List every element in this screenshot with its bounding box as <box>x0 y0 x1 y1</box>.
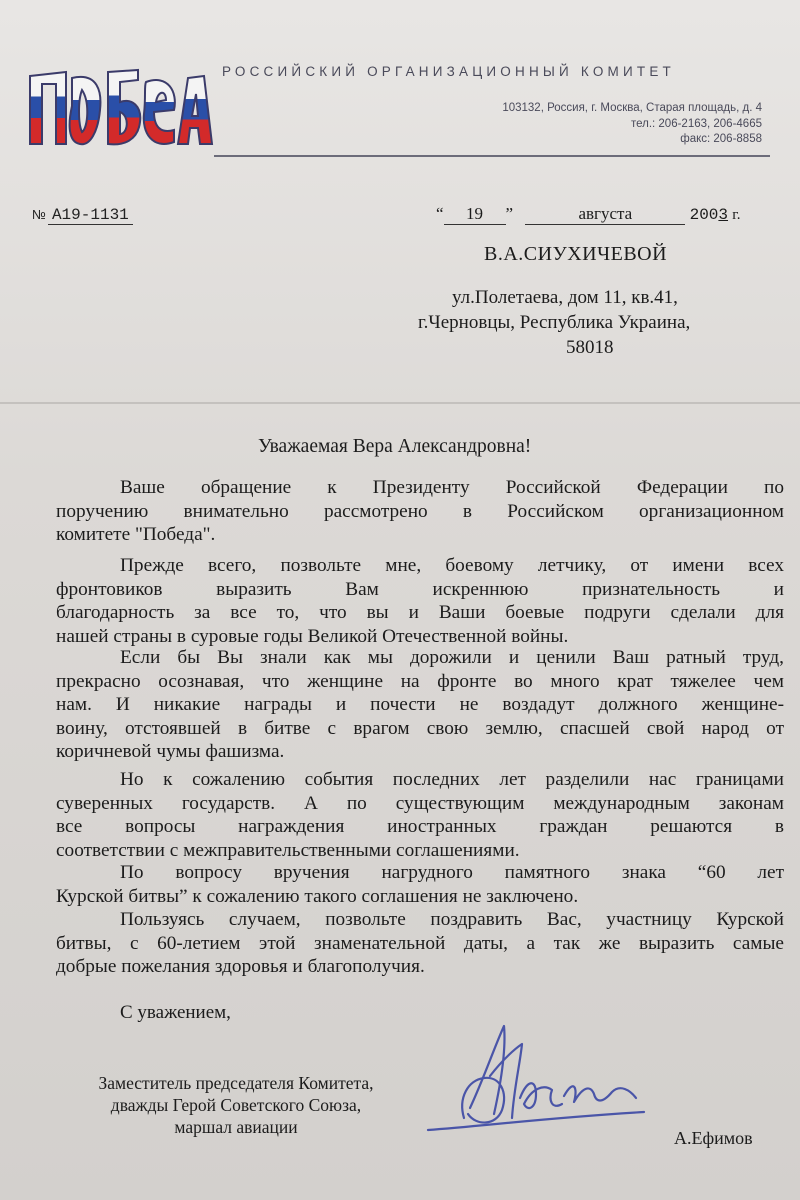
pobeda-logo <box>28 49 214 158</box>
date-year-suffix: 3 <box>718 206 729 224</box>
body-line: Пользуясь случаем, позвольте поздравить Вас, участницу Курской <box>120 909 784 930</box>
signatory-name: А.Ефимов <box>674 1128 753 1148</box>
body-line: Прежде всего, позвольте мне, боевому летчику, от имени всех <box>120 555 784 576</box>
date-month: августа <box>525 204 685 225</box>
body-line: По вопросу вручения нагрудного памятного знака “60 лет <box>120 862 784 883</box>
body-line: комитете "Победа". <box>56 524 216 545</box>
body-line: фронтовиков выразить Вам искреннюю признательность и <box>56 578 784 600</box>
body-line: соответствии с межправительственными соглашениями. <box>56 839 520 861</box>
body-paragraph <box>56 768 784 862</box>
greeting: Уважаемая Вера Александровна! <box>258 436 532 457</box>
signatory-title-line: маршал авиации <box>174 1117 298 1137</box>
reference-number <box>32 206 133 225</box>
body-line: суверенных государств. А по существующим международным законам <box>56 792 784 814</box>
date-year-prefix: 200 <box>689 206 719 224</box>
body-paragraph <box>56 861 784 908</box>
body-line: поручению внимательно рассмотрено в Российском организационном <box>56 500 784 522</box>
paper-fold <box>0 402 800 404</box>
body-line: Курской битвы” к сожалению такого соглашения не заключено. <box>56 885 579 907</box>
date-day: 19 <box>444 204 506 225</box>
org-phone: тел.: 206-2163, 206-4665 <box>630 118 762 130</box>
date-open-quote: “ <box>436 204 444 223</box>
body-line: Если бы Вы знали как мы дорожили и ценили Ваш ратный труд, <box>120 647 784 668</box>
org-fax: факс: 206-8858 <box>680 133 762 145</box>
body-line: Ваше обращение к Президенту Российской Федерации по <box>120 477 784 498</box>
date-year-unit: г. <box>732 207 741 223</box>
ref-label: № <box>32 207 46 222</box>
letterhead-rule <box>214 155 770 157</box>
body-line: все вопросы награждения иностранных граждан решаются в <box>56 816 784 837</box>
org-name: РОССИЙСКИЙ ОРГАНИЗАЦИОННЫЙ КОМИТЕТ <box>222 64 675 79</box>
body-line: воину, отстоявшей в битве с врагом свою землю, спасшей свой народ от <box>56 717 784 739</box>
signatory-title-line: Заместитель председателя Комитета, <box>98 1073 374 1093</box>
body-paragraph <box>56 646 784 764</box>
letter-date <box>436 204 740 225</box>
ref-value: А19-1131 <box>48 206 133 225</box>
body-line: битвы, с 60-летием этой знаменательной даты, а так же выразить самые <box>56 932 784 954</box>
body-paragraph <box>56 908 784 979</box>
handwritten-signature <box>424 1018 654 1138</box>
body-line: благодарность за все то, что вы и Ваши боевые подруги сделали для <box>56 602 784 623</box>
svg-text:ПОБЕДА: ПОБЕДА <box>28 49 93 66</box>
closing: С уважением, <box>120 1002 231 1023</box>
recipient-name: В.А.СИУХИЧЕВОЙ <box>484 243 668 265</box>
body-paragraph <box>56 554 784 648</box>
body-line: нам. И никакие награды и почести не воздадут должного женщине- <box>56 694 784 715</box>
recipient-postcode: 58018 <box>566 337 614 358</box>
body-line: прекрасно осознавая, что женщине на фронте во много крат тяжелее чем <box>56 670 784 692</box>
body-line: Но к сожалению события последних лет разделили нас границами <box>120 769 784 790</box>
body-paragraph <box>56 476 784 547</box>
recipient-address-line: г.Черновцы, Республика Украина, <box>418 312 691 333</box>
signatory-title <box>56 1072 416 1138</box>
body-line: нашей страны в суровые годы Великой Отечественной войны. <box>56 625 569 647</box>
org-address: 103132, Россия, г. Москва, Старая площадь, д. 4 <box>502 102 762 114</box>
signatory-title-line: дважды Герой Советского Союза, <box>110 1095 362 1115</box>
body-line: коричневой чумы фашизма. <box>56 741 285 762</box>
recipient-address-line: ул.Полетаева, дом 11, кв.41, <box>452 287 678 308</box>
date-close-quote: ” <box>505 204 514 223</box>
body-line: добрые пожелания здоровья и благополучия. <box>56 956 425 977</box>
